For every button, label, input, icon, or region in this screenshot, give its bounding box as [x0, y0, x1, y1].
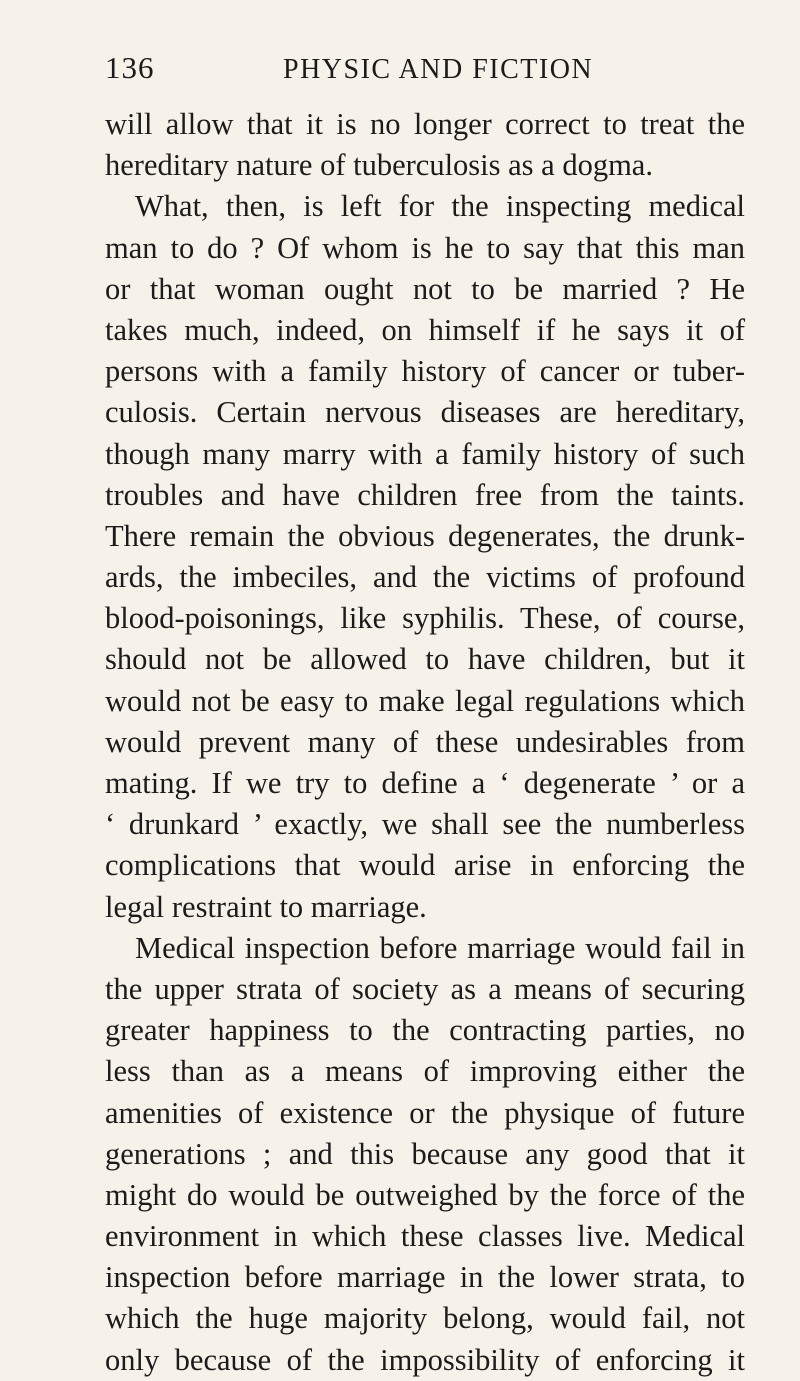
text-line: takes much, indeed, on himself if he says it of: [105, 312, 745, 347]
text-line: mating. If we try to define a ‘ degenerate ’ or a: [105, 766, 745, 800]
text-line: though many marry with a family history of such: [105, 436, 745, 471]
text-line: culosis. Certain nervous diseases are hereditary,: [105, 395, 745, 430]
running-head: [105, 50, 745, 98]
text-line: amenities of existence or the physique of future: [105, 1095, 745, 1130]
text-line: greater happiness to the contracting parties, no: [105, 1013, 745, 1048]
text-line: man to do ? Of whom is he to say that this man: [105, 230, 745, 265]
page-number: 136: [105, 50, 155, 85]
text-line: ards, the imbeciles, and the victims of profound: [105, 560, 745, 595]
text-line: might do would be outweighed by the force of the: [105, 1177, 745, 1212]
running-title: PHYSIC AND FICTION: [283, 54, 594, 85]
text-line: generations ; and this because any good that it: [105, 1136, 745, 1171]
text-line: blood-poisonings, like syphilis. These, of course,: [105, 601, 745, 636]
text-line: legal restraint to marriage.: [105, 889, 427, 924]
text-line: which the huge majority belong, would fail, not: [105, 1301, 745, 1336]
text-line: only because of the impossibility of enforcing it: [105, 1342, 745, 1377]
text-line: less than as a means of improving either the: [105, 1054, 745, 1089]
text-line: There remain the obvious degenerates, the drunk-: [105, 518, 745, 553]
text-line: environment in which these classes live. Medical: [105, 1219, 745, 1254]
text-line: ‘ drunkard ’ exactly, we shall see the numberless: [105, 807, 745, 842]
text-line: persons with a family history of cancer or tuber-: [105, 354, 745, 389]
book-page: [105, 50, 745, 1381]
text-line: the upper strata of society as a means of securing: [105, 971, 745, 1006]
text-line: or that woman ought not to be married ? He: [105, 271, 745, 306]
text-line: hereditary nature of tuberculosis as a dogma.: [105, 148, 653, 183]
body-text: [105, 104, 745, 1381]
text-line: would prevent many of these undesirables from: [105, 724, 745, 759]
text-line: will allow that it is no longer correct to treat the: [105, 107, 745, 141]
text-line: complications that would arise in enforcing the: [105, 848, 745, 883]
text-line: What, then, is left for the inspecting medical: [135, 189, 745, 224]
text-line: inspection before marriage in the lower strata, to: [105, 1260, 745, 1295]
text-line: should not be allowed to have children, but it: [105, 642, 745, 677]
text-line: would not be easy to make legal regulations which: [105, 683, 745, 718]
text-line: Medical inspection before marriage would fail in: [135, 930, 745, 965]
text-line: troubles and have children free from the taints.: [105, 477, 745, 512]
